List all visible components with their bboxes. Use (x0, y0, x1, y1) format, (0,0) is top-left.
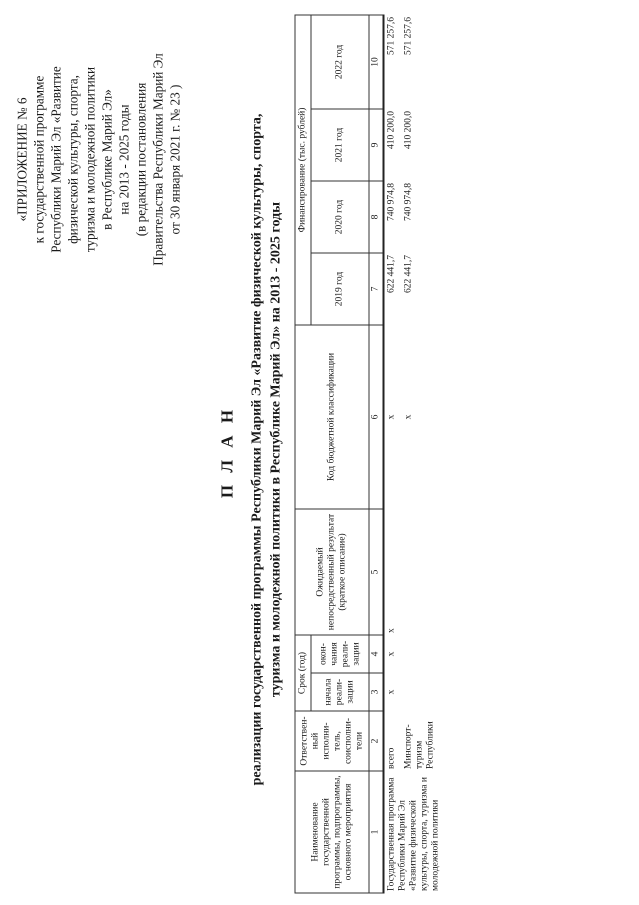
table-row (384, 15, 402, 893)
header-year: 2020 год (311, 181, 369, 253)
term-end-cell: x (384, 635, 402, 673)
column-number: 4 (369, 635, 384, 673)
budget-code-cell: x (403, 414, 414, 420)
responsible-cell: Минспорт-туризм Республики (403, 721, 436, 769)
column-number: 7 (369, 253, 384, 325)
result-cell (402, 509, 444, 635)
column-number: 9 (369, 109, 384, 181)
appendix-line: Правительства Республики Марий Эл (150, 53, 166, 266)
header-term-start: начала реали-зации (311, 673, 369, 711)
value-2022: 571 257,6 (403, 16, 414, 55)
program-name: Государственная программа Республики Марий Эл «Развитие физической культуры, спорта, туризма и молодежной политики (384, 771, 444, 893)
appendix-line: (в редакции постановления (133, 82, 149, 237)
header-term: Срок (год) (295, 635, 311, 711)
appendix-line: от 30 января 2021 г. № 23 ) (167, 84, 183, 235)
column-number: 8 (369, 181, 384, 253)
plan-table (295, 14, 444, 893)
plan-subtitle (248, 90, 286, 810)
appendix-line: в Республике Марий Эл» (99, 89, 115, 230)
header-budget-code: Код бюджетной классификации (295, 325, 369, 509)
appendix-line: Республики Марий Эл «Развитие (48, 66, 64, 253)
budget-code-cell: x (384, 325, 402, 509)
term-end-cell (402, 635, 444, 673)
subtitle-line-2: туризма и молодежной политики в Республике Марий Эл» на 2013 - 2025 годы (268, 201, 284, 698)
column-number: 10 (369, 15, 384, 109)
value-2019: 622 441,7 (403, 255, 414, 293)
value-2020: 740 974,8 (403, 183, 414, 221)
column-number: 1 (369, 771, 384, 893)
appendix-line: к государственной программе (31, 75, 47, 244)
table-row (402, 15, 444, 893)
column-number: 6 (369, 325, 384, 509)
term-start-cell: x (384, 673, 402, 711)
column-number: 3 (369, 673, 384, 711)
column-number-row (369, 15, 384, 893)
responsible-cell: всего (384, 711, 402, 771)
header-financing: Финансирование (тыс. рублей) (295, 15, 311, 325)
header-name: Наименование государственной программы, подпрограммы, основного мероприятия (295, 771, 369, 893)
header-year: 2022 год (311, 15, 369, 109)
column-number: 2 (369, 711, 384, 771)
plan-title: П Л А Н (217, 405, 237, 499)
value-2020: 740 974,8 (384, 181, 402, 253)
header-result: Ожидаемый непосредственный результат (краткое описание) (295, 509, 369, 635)
header-year: 2019 год (311, 253, 369, 325)
rotated-page (10, 5, 630, 900)
column-number: 5 (369, 509, 384, 635)
appendix-block (14, 25, 184, 295)
value-2021: 410 200,0 (384, 109, 402, 181)
header-year: 2021 год (311, 109, 369, 181)
value-2021: 410 200,0 (403, 111, 414, 149)
header-term-end: окон-чания реали-зации (311, 635, 369, 673)
appendix-line: «ПРИЛОЖЕНИЕ № 6 (14, 97, 30, 222)
value-2019: 622 441,7 (384, 253, 402, 325)
subtitle-line-1: реализации государственной программы Республики Марий Эл «Развитие физической культуры, спорта, (249, 113, 265, 786)
term-start-cell (402, 673, 444, 711)
result-cell: x (384, 509, 402, 635)
appendix-line: туризма и молодежной политики (82, 66, 98, 253)
header-responsible: Ответствен-ный исполни-тель, соисполни-тели (295, 711, 369, 771)
value-2022: 571 257,6 (384, 15, 402, 109)
appendix-line: на 2013 - 2025 годы (116, 104, 132, 215)
appendix-line: физической культуры, спорта, (65, 75, 81, 244)
